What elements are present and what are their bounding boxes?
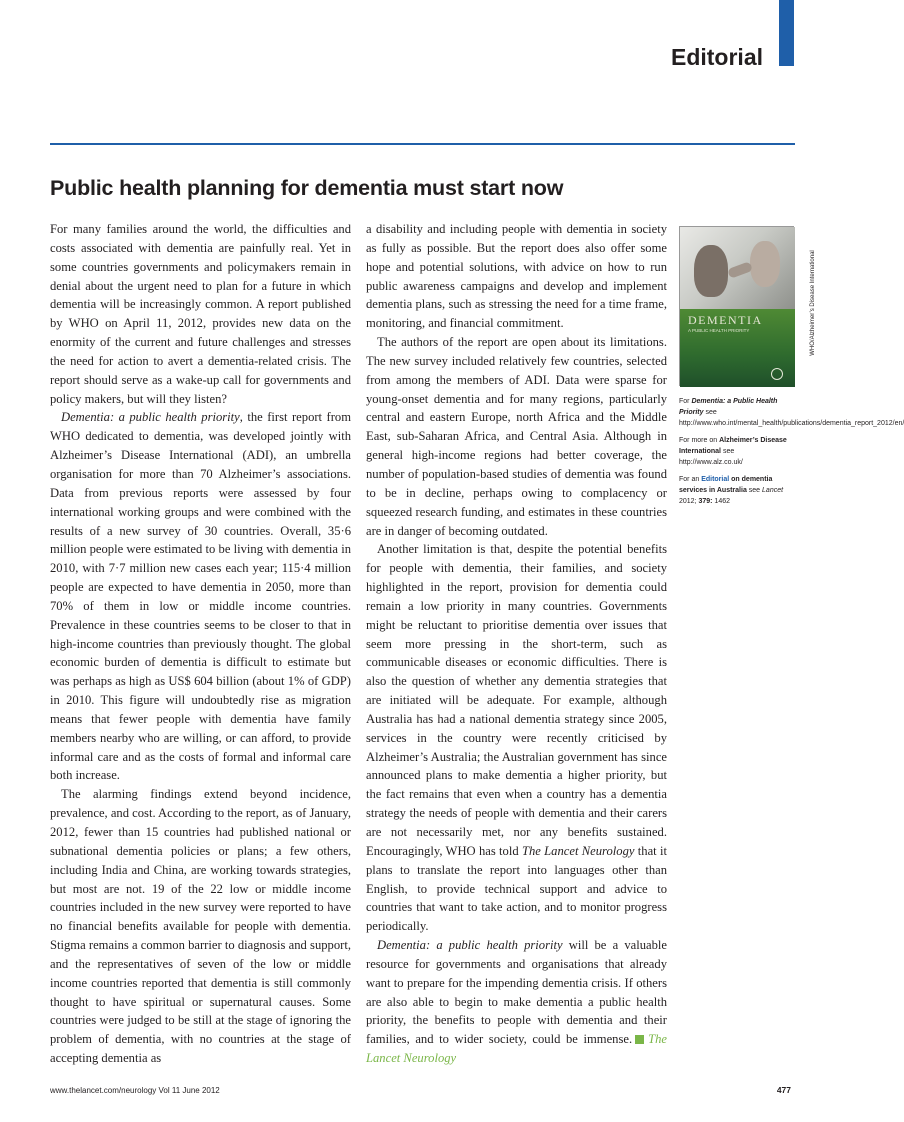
note-italic: Dementia: a Public Health Priority [679,398,778,416]
sidebar-note [679,396,904,429]
editorial-link[interactable]: Editorial [701,476,730,483]
paragraph-text: will be a valuable resource for governments and organisations that already want to prepare for the impending dementia crisis. If others are also able to begin to make dementia a public health priority, the benefits to people with dementia and their families, and to wider society, could be immense. [366,938,667,1047]
paragraph-text: that it plans to translate the report into languages other than English, to provide technical support and advice to countries that want to take action, and to monitor progress periodically. [366,843,667,934]
sidebar-note [679,474,797,507]
footer-citation: www.thelancet.com/neurology Vol 11 June 2012 [50,1086,220,1095]
note-text: 2012; [679,498,699,505]
cover-photo-figure [694,245,728,297]
note-bold: Alzheimer’s Disease International [679,437,787,455]
note-bold: on dementia services in Australia [679,476,773,494]
paragraph [366,540,667,936]
note-link-text[interactable]: see http://www.who.int/mental_health/publications/dementia_report_2012/en/ [679,409,904,427]
report-title-italic: Dementia: a public health priority [61,410,240,425]
note-text: For an [679,476,702,483]
note-text: For more on [679,437,720,444]
note-text: For [679,398,692,405]
cover-subtitle: A PUBLIC HEALTH PRIORITY [688,328,750,333]
paragraph: a disability and including people with dementia in society as fully as possible. But the report does also offer some hope and potential solutions, with advice on how to run public awareness campaigns and develop and implement dementia plans, such as stressing the need for a time frame, monitoring, and financial commitment. [366,222,667,331]
report-cover-image [679,226,794,386]
paragraph [50,408,351,785]
note-journal: Lancet [762,487,784,494]
cover-title: DEMENTIA [688,313,763,327]
photo-credit: WHO/Alzheimer’s Disease International [809,250,816,356]
section-label: Editorial [670,44,763,70]
article-column-1 [50,220,351,1068]
paragraph: The authors of the report are open about its limitations. The new survey included relatively few countries, selected from among the members of ADI. Data were sparse for young-onset dementia and for many regions, particularly central and eastern Europe, north Africa and the Middle East, sub-Saharan Africa, and Central Asia. Although in general high-income regions had better coverage, the number of population-based studies of dementia was found to be in decline, perhaps owing to complacency or squeezed research funding, and estimates in these countries are in danger of becoming outdated. [366,335,667,538]
article-column-2 [366,220,667,1068]
page-number: 477 [776,1085,791,1095]
paragraph-text: , the first report from WHO dedicated to dementia, was developed jointly with Alzheimer’s Disease International (ADI), an umbrella organisation for more than 70 Alzheimer’s associations. Data from previous reports were assessed by four international working groups and were combined with the results of a new survey of 30 countries. Overall, 35·6 million people were estimated to be living with dementia in 2010, with 7·7 million new cases each year; 115·4 million people are expected to have dementia in 2050, more than 70% of them in low or middle income countries. Prevalence in these countries seems to be closer to that in high-income countries than previously thought. The global economic burden of dementia is difficult to estimate but was perhaps as high as US$ 604 billion (about 1% of GDP) in 2010. This figure will undoubtedly rise as migration means that fewer people with dementia have family members nearby who are willing, or can afford, to provide informal care and as the costs of formal and informal care both increase. [50,410,352,783]
article-title: Public health planning for dementia must start now [50,176,564,200]
note-text: see [746,487,763,494]
end-mark-icon [635,1035,644,1044]
paragraph-text: Another limitation is that, despite the potential benefits for people with dementia, their families, and society highlighted in the report, provision for dementia could remain a low priority in many countries. Governments might be reluctant to prioritise dementia over issues that seem more pressing in the short-term, such as communicable diseases or economic difficulties. There is also the question of whether any dementia strategies that are initiated will be adequate. For example, although Australia has had a national dementia strategy since 2005, services in the country were recently criticised by Alzheimer’s Australia; the Australian government has since announced plans to make dementia a higher priority, but the fact remains that even when a country has a dementia strategy the needs of people with dementia and their carers are not necessarily met, nor any benefits sustained. Encouragingly, WHO has told [366,542,667,858]
journal-name-italic: The Lancet Neurology [521,843,635,858]
note-text: 1462 [712,498,731,505]
signature: The Lancet Neurology [366,1032,667,1066]
who-logo-icon [771,368,783,380]
note-volume: 379: [698,498,713,505]
paragraph: For many families around the world, the difficulties and costs associated with dementia are painfully real. Yet in some countries governments and policymakers remain in denial about the urgent need to plan for a future in which dementia will be increasingly common. A report published by WHO on April 11, 2012, provides new data on the enormity of the current and future challenges and stresses the need for action to avert a dementia-related crisis. The report should serve as a wake-up call for governments and policy makers, but will they listen? [50,222,351,406]
note-link-text[interactable]: see http://www.alz.co.uk/ [679,448,743,466]
sidebar-note [679,435,797,468]
report-title-italic: Dementia: a public health priority [377,938,563,953]
paragraph: The alarming findings extend beyond incidence, prevalence, and cost. According to the report, as of January, 2012, fewer than 15 countries had published national or subnational dementia policies or plans; a few others, including India and China, are working towards strategies, but most are not. 19 of the 22 low or middle income countries included in the new survey were reported to have no financial benefits available for people with dementia. Stigma remains a common barrier to diagnosis and support, and the representatives of seven of the low or middle income countries reported that dementia is still commonly thought to have spiritual or supernatural causes. Some countries were judged to be still at the stage of ignoring the problem of dementia, with no countries at the stage of accepting dementia as [50,787,351,1066]
header-accent-bar [779,0,794,66]
paragraph [366,936,667,1068]
cover-photo-figure [750,241,780,287]
sidebar-notes [679,396,904,513]
header-rule [50,143,795,145]
